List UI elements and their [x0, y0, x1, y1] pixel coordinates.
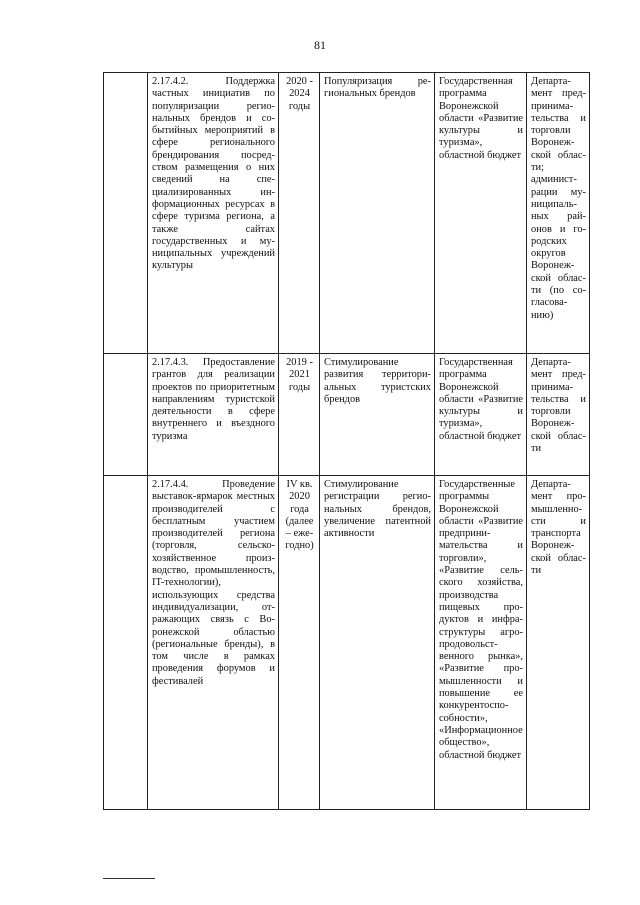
period-cell: 2020 - 2024 годы — [279, 73, 320, 354]
measure-cell: 2.17.4.2. Поддержка частных инициатив по популяризации региональных брендов и событийных мероприятий в сфере регионального брендирования посредством размещения о них сведений на специализированных информационных ресурсах в сфере туризма региона, а также сайтах государственных и муниципальных учреждений культуры — [148, 73, 279, 354]
table-row — [104, 354, 590, 476]
executor-cell: Департамент промышленности и транспорта Воронежской области — [527, 476, 590, 810]
table-row — [104, 73, 590, 354]
period-cell: IV кв. 2020 года (далее – ежегодно) — [279, 476, 320, 810]
table-row — [104, 476, 590, 810]
executor-cell: Департамент предпринимательства и торговли Воронежской области — [527, 354, 590, 476]
result-cell: Стимулирование регистрации региональных брендов, увеличение патентной активности — [320, 476, 435, 810]
period-cell: 2019 - 2021 годы — [279, 354, 320, 476]
funding-source-cell: Государственные программы Воронежской области «Развитие предпринимательства и торговли», «Развитие сельского хозяйства, производства пищевых продуктов и инфраструктуры агропродовольственного рынка», «Развитие промышленности и повышение ее конкурентоспособности», «Информационное общество», областной бюджет — [435, 476, 527, 810]
measures-table — [103, 72, 590, 810]
empty-section-cell — [104, 73, 148, 354]
result-cell: Стимулирование развития территориальных туристских брендов — [320, 354, 435, 476]
funding-source-cell: Государственная программа Воронежской области «Развитие культуры и туризма», областной бюджет — [435, 354, 527, 476]
measure-cell: 2.17.4.3. Предоставление грантов для реализации проектов по приоритетным направлениям туристской деятельности в сфере внутреннего и въездного туризма — [148, 354, 279, 476]
empty-section-cell — [104, 476, 148, 810]
executor-cell: Департамент предпринимательства и торговли Воронежской области; администрации муниципальных районов и городских округов Воронежской области (по согласованию) — [527, 73, 590, 354]
measure-cell: 2.17.4.4. Проведение выставок-ярмарок местных производителей с бесплатным участием производителей региона (торговля, сельскохозяйственное производство, промышленность, IT-технологии), использующих средства индивидуализации, отражающих связь с Воронежской областью (региональные бренды), в том числе в рамках проведения форумов и фестивалей — [148, 476, 279, 810]
empty-section-cell — [104, 354, 148, 476]
page-number: 81 — [314, 38, 326, 52]
result-cell: Популяризация региональных брендов — [320, 73, 435, 354]
funding-source-cell: Государственная программа Воронежской области «Развитие культуры и туризма», областной бюджет — [435, 73, 527, 354]
footnote-separator — [103, 878, 155, 879]
